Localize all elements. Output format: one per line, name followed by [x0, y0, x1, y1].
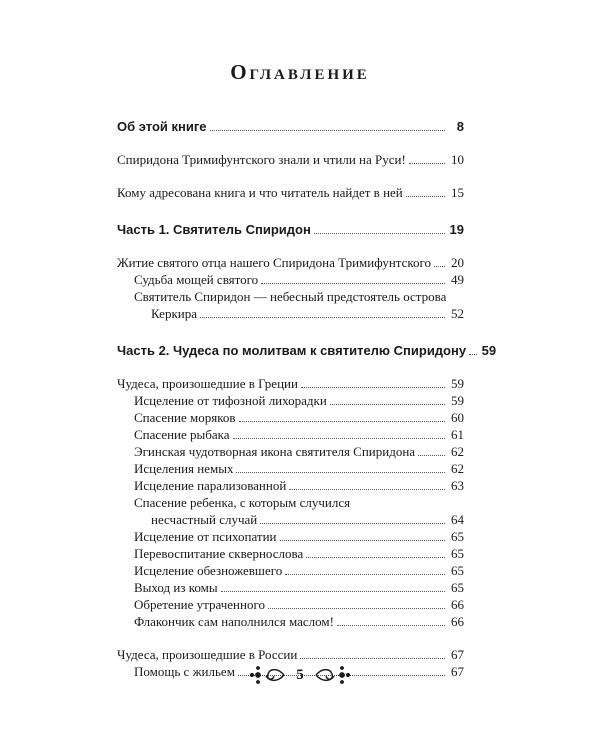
toc-page: 59 [481, 343, 497, 358]
dot-leader [418, 455, 445, 456]
dot-leader [306, 557, 445, 558]
toc-page: 60 [451, 410, 464, 425]
dot-leader [301, 387, 445, 388]
page-footer [0, 664, 600, 686]
toc-page: 64 [451, 512, 464, 527]
dot-leader [285, 574, 445, 575]
toc-label: Перевоспитание сквернослова [134, 546, 304, 561]
toc-page: 20 [451, 255, 464, 270]
page-title: Оглавление [230, 60, 370, 84]
toc-page: 66 [451, 597, 464, 612]
dot-leader [210, 130, 446, 131]
toc-page: 8 [456, 119, 464, 134]
toc-label: Чудеса, произошедшие в России [117, 647, 298, 662]
toc-entry-russia[interactable] [117, 646, 464, 663]
dot-leader [469, 354, 477, 355]
toc-entry-patron[interactable] [117, 305, 464, 322]
toc-entry[interactable] [117, 596, 464, 613]
dot-leader [236, 472, 445, 473]
dot-leader [268, 608, 445, 609]
toc-page: 66 [451, 614, 464, 629]
dot-leader [239, 421, 445, 422]
toc-page: 62 [451, 444, 464, 459]
dot-leader [221, 591, 445, 592]
toc-page: 62 [451, 461, 464, 476]
toc-entry-patron-line1[interactable] [117, 288, 464, 305]
toc-label: Исцеление обезножевшего [134, 563, 283, 578]
toc-label: Судьба мощей святого [134, 272, 259, 287]
toc-label: Часть 2. Чудеса по молитвам к святителю Спиридону [117, 343, 467, 358]
toc-entry-known[interactable] [117, 151, 464, 168]
toc-entry[interactable] [117, 460, 464, 477]
toc-label: Святитель Спиридон — небесный предстоятель острова [134, 289, 447, 304]
left-ornament-icon [248, 664, 286, 686]
toc-page: 67 [451, 647, 464, 662]
toc-label: Керкира [151, 306, 197, 321]
toc-entry-part2[interactable] [117, 342, 497, 359]
toc-page: 65 [451, 563, 464, 578]
dot-leader [300, 658, 445, 659]
toc-page: 10 [451, 152, 464, 167]
toc-page: 59 [451, 376, 464, 391]
dot-leader [200, 317, 445, 318]
dot-leader [337, 625, 445, 626]
dot-leader [409, 163, 445, 164]
toc-label: Исцеления немых [134, 461, 234, 476]
dot-leader [280, 540, 445, 541]
toc-page: 52 [451, 306, 464, 321]
toc-label: Эгинская чудотворная икона святителя Спиридона [134, 444, 416, 459]
toc-entry-part1[interactable] [117, 221, 464, 238]
toc-page: 65 [451, 529, 464, 544]
toc-label: Выход из комы [134, 580, 218, 595]
toc-entry[interactable] [117, 528, 464, 545]
toc-entry[interactable] [117, 613, 464, 630]
toc-page: 15 [451, 185, 464, 200]
toc-entry-addressed[interactable] [117, 184, 464, 201]
dot-leader [289, 489, 445, 490]
dot-leader [261, 283, 445, 284]
toc-label: Флакончик сам наполнился маслом! [134, 614, 334, 629]
toc-label: Житие святого отца нашего Спиридона Тримифунтского [117, 255, 432, 270]
toc-entry-about[interactable] [117, 118, 464, 135]
toc-entry[interactable] [117, 545, 464, 562]
dot-leader [233, 438, 445, 439]
toc-entry[interactable] [117, 426, 464, 443]
toc-label: Спасение моряков [134, 410, 236, 425]
toc-label: Исцеление от тифозной лихорадки [134, 393, 327, 408]
toc-entry[interactable] [117, 477, 464, 494]
toc-page: 59 [451, 393, 464, 408]
toc-page: 67 [451, 664, 464, 679]
toc-page: 19 [449, 222, 464, 237]
page-number: 5 [296, 666, 304, 683]
toc-page: 65 [451, 546, 464, 561]
toc-entry-relics[interactable] [117, 271, 464, 288]
toc-label: Обретение утраченного [134, 597, 265, 612]
toc-label: Спасение рыбака [134, 427, 230, 442]
toc-page: 49 [451, 272, 464, 287]
toc-label: Часть 1. Святитель Спиридон [117, 222, 311, 237]
table-of-contents [117, 118, 497, 680]
toc-page: 65 [451, 580, 464, 595]
right-ornament-icon [314, 664, 352, 686]
dot-leader [314, 233, 445, 234]
toc-entry-child-line1[interactable] [117, 494, 464, 511]
dot-leader [260, 523, 445, 524]
dot-leader [406, 196, 445, 197]
toc-label: Исцеление парализованной [134, 478, 287, 493]
dot-leader [330, 404, 445, 405]
toc-label: Помощь с жильем [134, 664, 235, 679]
dot-leader [434, 266, 445, 267]
toc-page: 61 [451, 427, 464, 442]
toc-entry[interactable] [117, 562, 464, 579]
toc-label: Чудеса, произошедшие в Греции [117, 376, 298, 391]
toc-page: 63 [451, 478, 464, 493]
toc-entry[interactable] [117, 409, 464, 426]
toc-entry[interactable] [117, 579, 464, 596]
toc-entry[interactable] [117, 443, 464, 460]
toc-entry-life[interactable] [117, 254, 464, 271]
toc-label: Спасение ребенка, с которым случился [134, 495, 351, 510]
toc-label: Об этой книге [117, 119, 207, 134]
toc-entry[interactable] [117, 392, 464, 409]
toc-label: Кому адресована книга и что читатель найдет в ней [117, 185, 403, 200]
toc-label: Исцеление от психопатии [134, 529, 277, 544]
toc-entry-child[interactable] [117, 511, 464, 528]
toc-entry-greece[interactable] [117, 375, 464, 392]
toc-label: несчастный случай [151, 512, 258, 527]
toc-label: Спиридона Тримифунтского знали и чтили на Руси! [117, 152, 406, 167]
